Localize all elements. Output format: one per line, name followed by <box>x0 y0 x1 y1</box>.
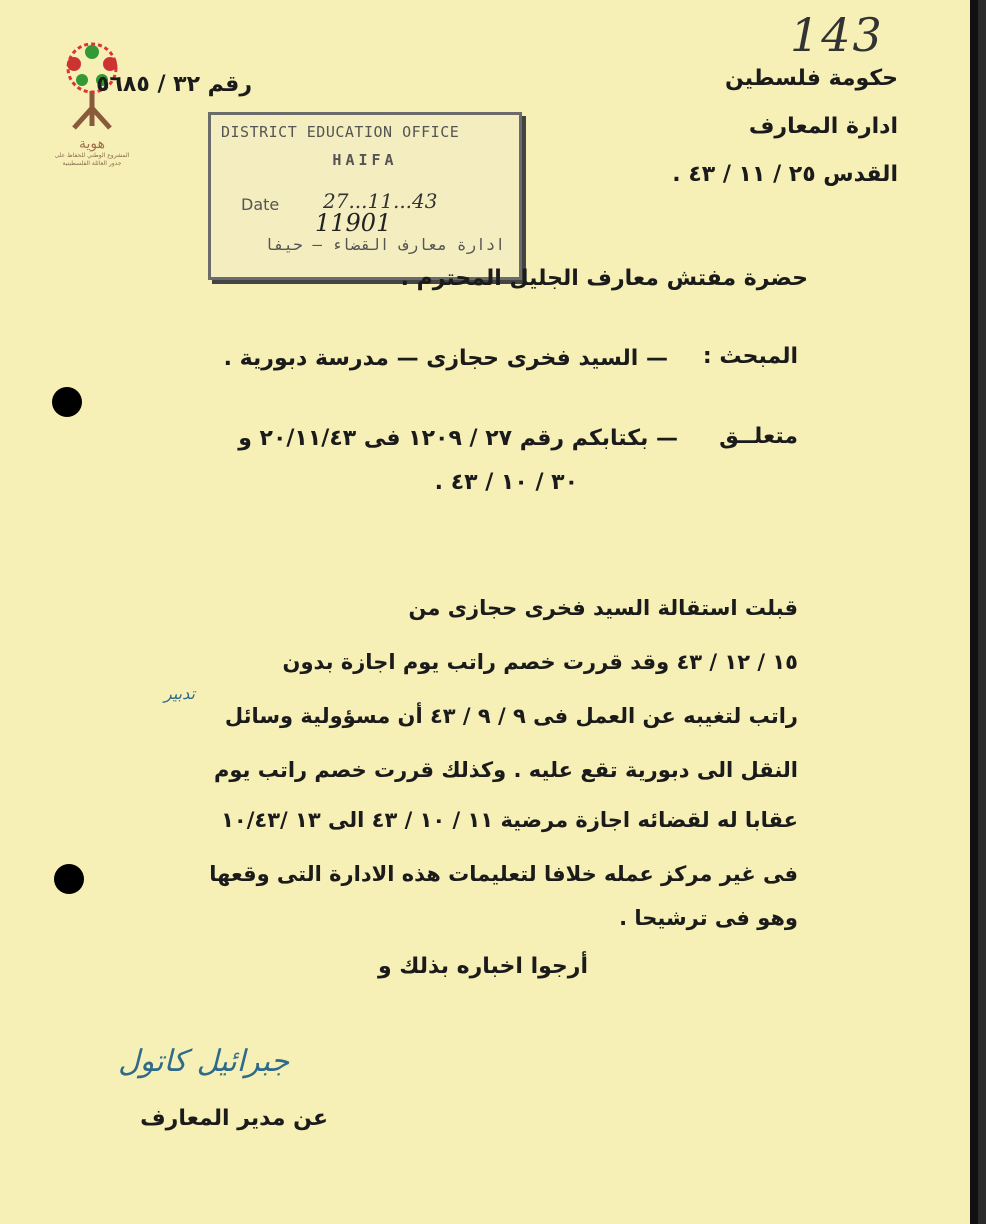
stamp-date-label: Date <box>241 195 280 214</box>
signatory-title: عن مدير المعارف <box>140 1106 328 1131</box>
punch-hole <box>52 387 82 417</box>
stamp-arabic: ادارة معارف القضاء — حيفا <box>264 235 505 254</box>
subject-label: المبحث : <box>702 344 798 369</box>
related-text-2: ٣٠ / ١٠ / ٤٣ . <box>434 470 578 495</box>
logo-caption: المشروع الوطني للحفاظ على جذور العائلة الفلسطينية <box>54 152 130 167</box>
related-label: متعلــق <box>719 424 798 449</box>
header-government: حكومة فلسطين <box>724 66 898 91</box>
body-line-2: ١٥ / ١٢ / ٤٣ وقد قررت خصم راتب يوم اجازة بدون <box>282 650 798 674</box>
reference-number: رقم ٣٢ / ٥٦٨٥ <box>96 72 252 97</box>
body-line-4: النقل الى دبورية تقع عليه . وكذلك قررت خصم راتب يوم <box>213 758 798 782</box>
stamp-number: 11901 <box>315 209 392 237</box>
body-line-6: فى غير مركز عمله خلافا لتعليمات هذه الادارة التى وقعها <box>209 862 798 886</box>
hawiya-logo <box>52 36 132 186</box>
header-department: ادارة المعارف <box>748 114 898 139</box>
body-line-3: راتب لتغيبه عن العمل فى ٩ / ٩ / ٤٣ أن مسؤولية وسائل <box>224 704 798 728</box>
page-number: 143 <box>790 8 884 62</box>
received-stamp <box>208 112 522 280</box>
stamp-city: HAIFA <box>332 151 398 169</box>
scan-edge <box>970 0 978 1224</box>
addressee: حضرة مفتش معارف الجليل المحترم . <box>400 266 808 291</box>
body-line-5: عقابا له لقضائه اجازة مرضية ١١ / ١٠ / ٤٣ الى ١٣ /١٠/٤٣ <box>221 808 798 832</box>
stamp-office: DISTRICT EDUCATION OFFICE <box>221 123 460 141</box>
logo-title: هوية <box>78 136 106 152</box>
handwritten-insert: تدبير <box>164 684 195 703</box>
body-line-7: وهو فى ترشيحا . <box>619 906 798 930</box>
signature: جبرائيل كاتول <box>118 1044 290 1079</box>
body-line-1: قبلت استقالة السيد فخرى حجازى من <box>408 596 798 620</box>
header-date: القدس ٢٥ / ١١ / ٤٣ . <box>672 162 898 187</box>
subject-text: — السيد فخرى حجازى — مدرسة دبورية . <box>223 346 668 371</box>
related-text-1: — بكتابكم رقم ٢٧ / ١٢٠٩ فى ٢٠/١١/٤٣ و <box>238 426 678 451</box>
stamp-date-value: 27...11...43 <box>323 189 438 213</box>
punch-hole <box>54 864 84 894</box>
closing-line: أرجوا اخباره بذلك و <box>377 954 588 979</box>
